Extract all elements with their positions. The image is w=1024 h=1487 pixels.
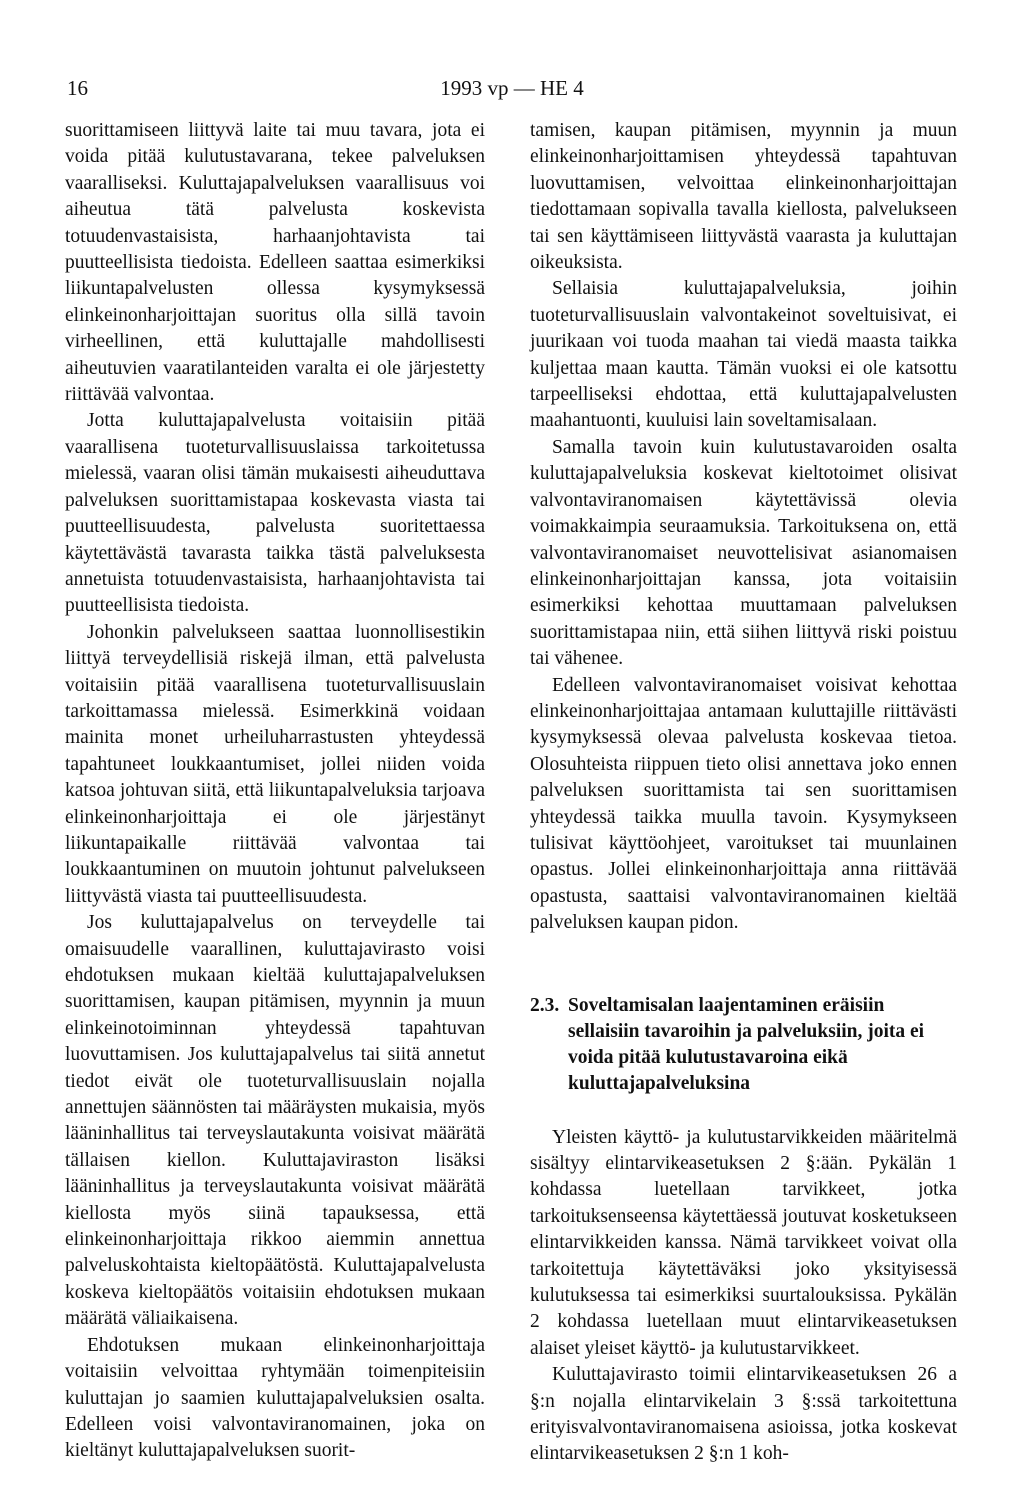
paragraph: Ehdotuksen mukaan elinkeinonharjoittaja voitaisiin velvoittaa ryhtymään toimenpiteisiin kuluttajan jo saamien kuluttajapalveluksien osalta. Edelleen voisi valvontaviranomainen, joka on kieltänyt kuluttajapalveluksen suorit- (65, 1334, 485, 1462)
section-heading (530, 993, 957, 1097)
paragraph: suorittamiseen liittyvä laite tai muu tavara, jota ei voida pitää kulutustavarana, tekee palveluksen vaaralliseksi. Kuluttajapalveluksen vaarallisuus voi aiheutua tätä palvelusta koskevista totuudenvastaisista, harhaanjohtavista tai puutteellisista tiedoista. Edelleen saattaa esimerkiksi liikuntapalvelusten ollessa kysymyksessä elinkeinonharjoittajan suoritus olla sillä tavoin virheellinen, että kuluttajalle mahdollisesti aiheutuvien vaaratilanteiden varalta ei ole järjestetty riittävää valvontaa. (65, 120, 485, 406)
section-number: 2.3. (530, 994, 560, 1016)
left-column (65, 118, 485, 1465)
right-column (530, 118, 957, 1468)
running-title: 1993 vp — HE 4 (440, 76, 584, 100)
section-title: Soveltamisalan laajentaminen eräisiin sellaisiin tavaroihin ja palveluksiin, joita ei voida pitää kulutustavaroina eikä kuluttajapalveluksina (568, 994, 925, 1094)
paragraph: Edelleen valvontaviranomaiset voisivat kehottaa elinkeinonharjoittajaa antamaan kuluttajille riittävästi kysymyksessä olevaa palvelusta koskevaa tietoa. Olosuhteista riippuen tieto olisi annettava joko ennen palveluksen suorittamista tai sen suorittamisen yhteydessä taikka muulla tavoin. Kysymykseen tulisivat käyttöohjeet, varoitukset tai muunlainen opastus. Jollei elinkeinonharjoittaja anna riittävää opastusta, saattaisi valvontaviranomainen kieltää palveluksen kaupan pidon. (530, 674, 957, 934)
paragraph: Johonkin palvelukseen saattaa luonnollisestikin liittyä terveydellisiä riskejä ilman, että palvelusta voitaisiin pitää vaarallisena tuoteturvallisuuslain tarkoittamassa mielessä. Esimerkkinä voidaan mainita monet urheiluharrastusten yhteydessä tapahtuneet loukkaantumiset, jollei niiden voida katsoa johtuvan siitä, että liikuntapalveluksia tarjoava elinkeinonharjoittaja ei ole järjestänyt liikuntapaikalle riittävää valvontaa tai loukkaantuminen on muutoin johtunut palvelukseen liittyvästä viasta tai puutteellisuudesta. (65, 621, 485, 907)
page-number: 16 (67, 76, 88, 100)
paragraph: Jotta kuluttajapalvelusta voitaisiin pitää vaarallisena tuoteturvallisuuslaissa tarkoitetussa mielessä, vaaran olisi tämän mukaisesti aiheuduttava palveluksen suorittamistapaa koskevasta viasta tai puutteellisuudesta, palvelusta suoritettaessa käytettävästä tavarasta taikka tästä palveluksesta annetuista totuudenvastaisista, harhaanjohtavista tai puutteellisista tiedoista. (65, 410, 485, 617)
page-header (67, 72, 957, 104)
paragraph: Samalla tavoin kuin kulutustavaroiden osalta kuluttajapalveluksia koskevat kieltotoimet olisivat valvontaviranomaisen käytettävissä olevia voimakkaimpia seuraamuksia. Tarkoituksena on, että valvontaviranomaiset neuvottelisivat asianomaisen elinkeinonharjoittajan kanssa, jota voitaisiin esimerkiksi kehottaa muuttamaan palveluksen suorittamistapaa niin, että siihen liittyvä riski poistuu tai vähenee. (530, 436, 957, 670)
paragraph: Kuluttajavirasto toimii elintarvikeasetuksen 26 a §:n nojalla elintarvikelain 3 §:ssä tarkoitettuna erityisvalvontaviranomaisena asioissa, jotka koskevat elintarvikeasetuksen 2 §:n 1 koh- (530, 1364, 957, 1465)
paragraph: Sellaisia kuluttajapalveluksia, joihin tuoteturvallisuuslain valvontakeinot soveltuisivat, ei juurikaan voi tuoda maahan tai viedä maasta taikka kuljettaa maan kautta. Tämän vuoksi ei ole katsottu tarpeelliseksi ehdottaa, että kuluttajapalvelusten maahantuonti, kuuluisi lain soveltamisalaan. (530, 278, 957, 432)
paragraph: Yleisten käyttö- ja kulutustarvikkeiden määritelmä sisältyy elintarvikeasetuksen 2 §:ään. Pykälän 1 kohdassa luetellaan tarvikkeet, jotka tarkoituksenseensa käytettäessä joutuvat kosketukseen elintarvikkeiden kanssa. Nämä tarvikkeet voivat olla tarkoitettuja käytettäväksi joko yksityisessä kulutuksessa tai esimerkiksi suurtalouksissa. Pykälän 2 kohdassa luetellaan muut elintarvikeasetuksen alaiset yleiset käyttö- ja kulutustarvikkeet. (530, 1126, 957, 1359)
paragraph: tamisen, kaupan pitämisen, myynnin ja muun elinkeinonharjoittamisen yhteydessä tapahtuvan luovuttamisen, velvoittaa elinkeinonharjoittajan tiedottamaan sopivalla tavalla kiellosta, palvelukseen tai sen käyttämiseen liittyvästä vaarasta ja kuluttajan oikeuksista. (530, 120, 957, 274)
paragraph: Jos kuluttajapalvelus on terveydelle tai omaisuudelle vaarallinen, kuluttajavirasto voisi ehdotuksen mukaan kieltää kuluttajapalveluksen suorittamisen, kaupan pitämisen, myynnin ja muun elinkeinotoiminnan yhteydessä tapahtuvan luovuttamisen. Jos kuluttajapalvelus tai siitä annetut tiedot eivät ole tuoteturvallisuuslain nojalla annettujen säännösten tai määräysten mukaisia, myös lääninhallitus tai terveyslautakunta voisivat määrätä tällaisen kiellon. Kuluttajaviraston lisäksi lääninhallitus ja terveyslautakunta voisivat määrätä kiellosta myös siinä tapauksessa, että elinkeinonharjoittaja rikkoo aiemmin annettua palveluskohtaista kieltopäätöstä. Kuluttajapalvelusta koskeva kieltopäätös voitaisiin ehdotuksen mukaan määrätä väliaikaisena. (65, 912, 485, 1330)
